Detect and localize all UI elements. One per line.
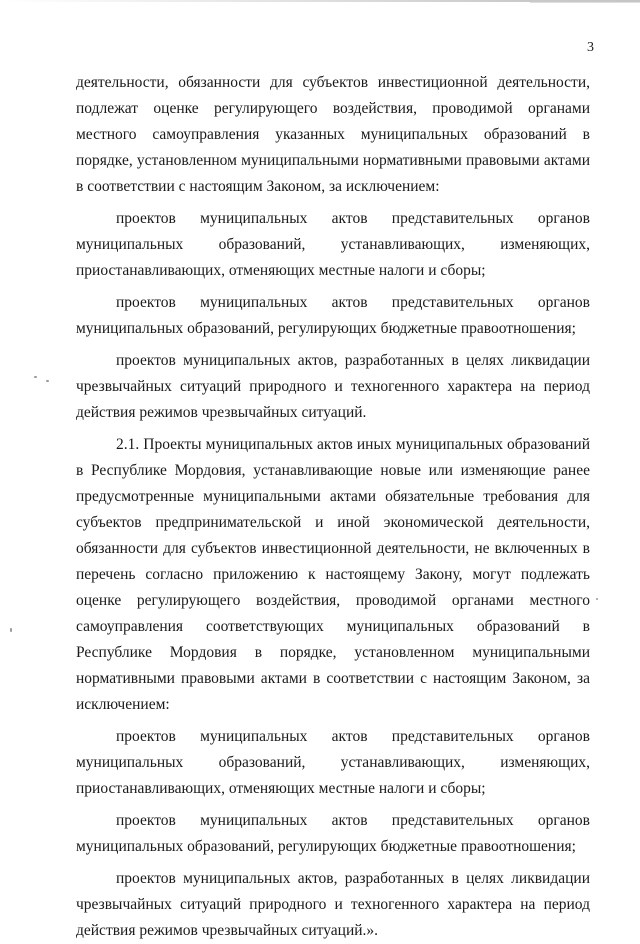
paragraph-exception-taxes-2: проектов муниципальных актов представительных органов муниципальных образований, устанавливающих, изменяющих, приостанавливающих, отменяющих местные налоги и сборы; bbox=[76, 728, 590, 797]
scan-speck bbox=[10, 628, 12, 632]
scan-speck bbox=[596, 598, 598, 600]
paragraph-exception-budget-2: проектов муниципальных актов представительных органов муниципальных образований, регулирующих бюджетные правоотношения; bbox=[76, 812, 590, 855]
paragraph-exception-emergency: проектов муниципальных актов, разработанных в целях ликвидации чрезвычайных ситуаций природного и техногенного характера на период действия режимов чрезвычайных ситуаций. bbox=[76, 352, 590, 421]
paragraph-continuation: деятельности, обязанности для субъектов инвестиционной деятельности, подлежат оценке регулирующего воздействия, проводимой органами местного самоуправления указанных муниципальных образований в порядке, установленном муниципальными нормативными правовыми актами в соответствии с настоящим Законом, за исключением: bbox=[76, 74, 590, 195]
paragraph-clause-2-1: 2.1. Проекты муниципальных актов иных муниципальных образований в Республике Мордовия, устанавливающие новые или изменяющие ранее предусмотренные муниципальными актами обязательные требования для субъектов предпринимательской и иной экономической деятельности, обязанности для субъектов инвестиционной деятельности, не включенных в перечень согласно приложению к настоящему Закону, могут подлежать оценке регулирующего воздействия, проводимой органами местного самоуправления соответствующих муниципальных образований в Республике Мордовия в порядке, установленном муниципальными нормативными правовыми актами в соответствии с настоящим Законом, за исключением: bbox=[76, 436, 590, 713]
scan-speck bbox=[46, 380, 49, 382]
scan-top-right-shadow bbox=[530, 0, 640, 3]
paragraph-exception-emergency-2: проектов муниципальных актов, разработанных в целях ликвидации чрезвычайных ситуаций природного и техногенного характера на период действия режимов чрезвычайных ситуаций.». bbox=[76, 870, 590, 939]
paragraph-exception-budget: проектов муниципальных актов представительных органов муниципальных образований, регулирующих бюджетные правоотношения; bbox=[76, 294, 590, 337]
document-body bbox=[76, 70, 590, 944]
paragraph-exception-taxes: проектов муниципальных актов представительных органов муниципальных образований, устанавливающих, изменяющих, приостанавливающих, отменяющих местные налоги и сборы; bbox=[76, 210, 590, 279]
scan-speck bbox=[34, 376, 37, 378]
page-number: 3 bbox=[587, 40, 594, 55]
